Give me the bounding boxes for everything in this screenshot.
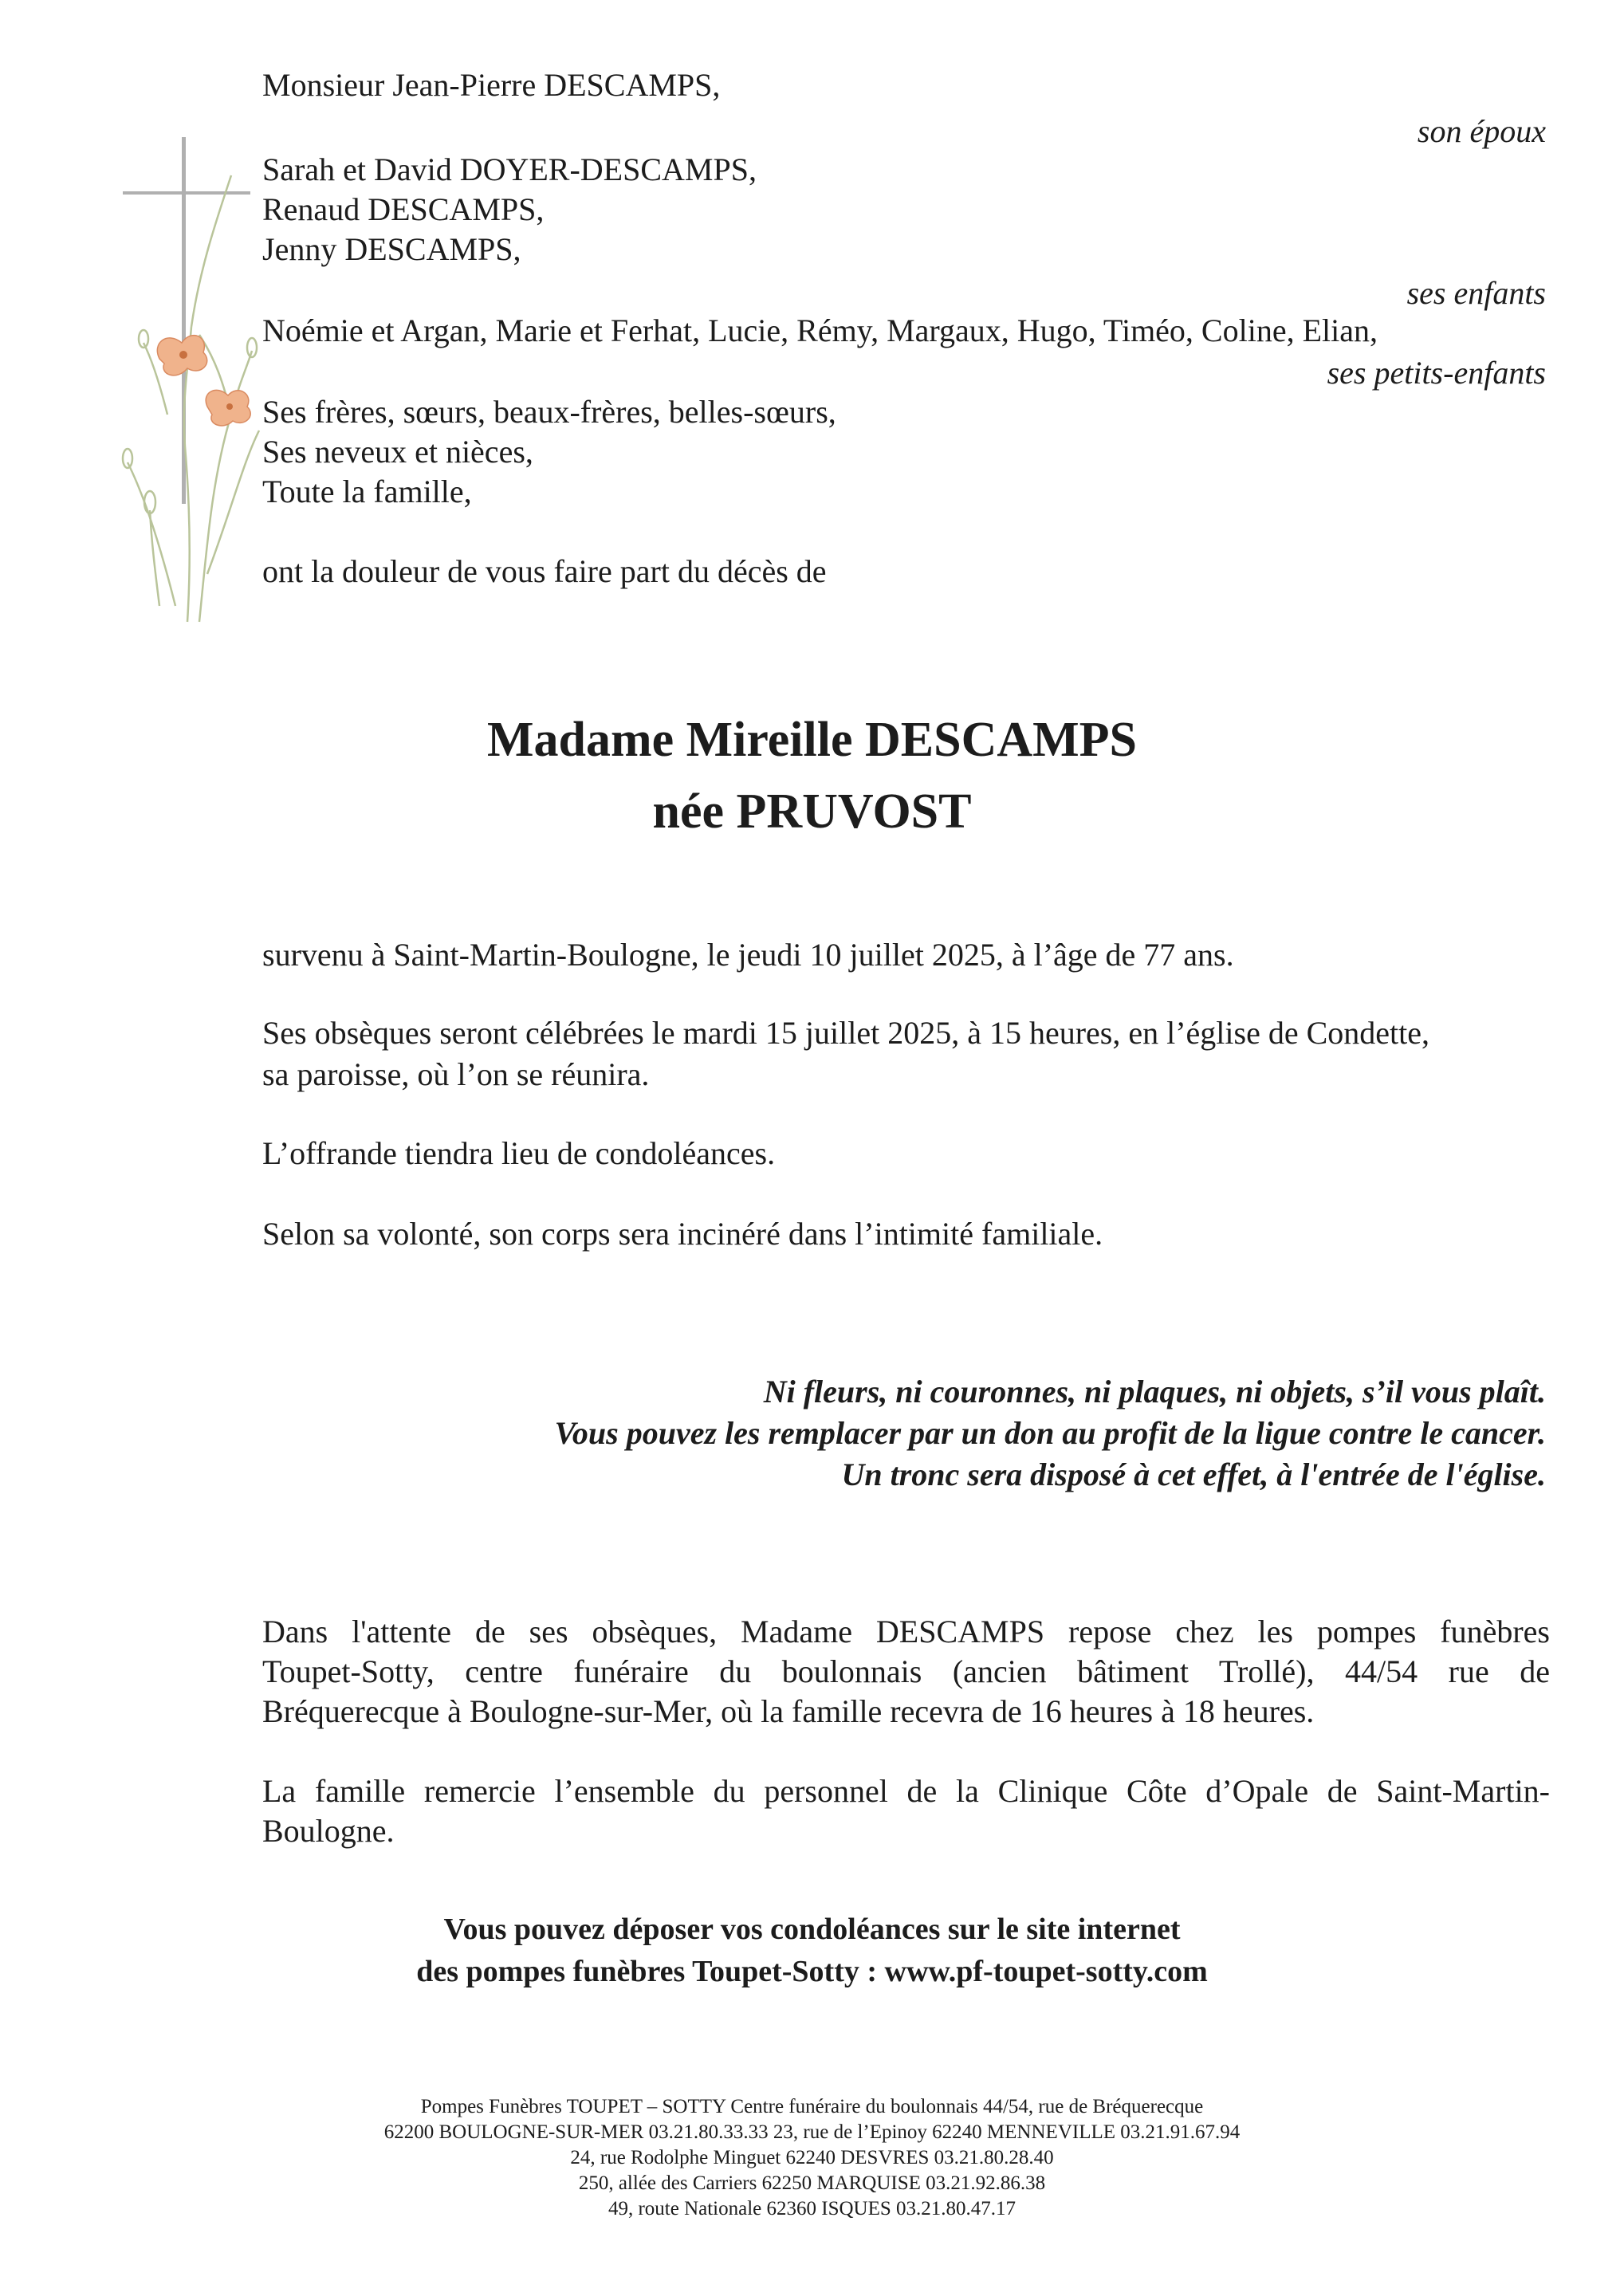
relatives-line: Ses neveux et nièces, — [262, 434, 533, 470]
death-details: survenu à Saint-Martin-Boulogne, le jeudi 10 juillet 2025, à l’âge de 77 ans. — [262, 937, 1234, 973]
cross-icon — [123, 137, 250, 504]
collection-box-notice: Un tronc sera disposé à cet effet, à l'entrée de l'église. — [841, 1457, 1546, 1492]
funeral-home-address: 24, rue Rodolphe Minguet 62240 DESVRES 03.21.80.28.40 — [570, 2147, 1054, 2168]
rest-location-paragraph — [262, 1612, 1550, 1732]
relatives-line: Ses frères, sœurs, beaux-frères, belles-sœurs, — [262, 394, 836, 430]
husband-role: son époux — [1417, 113, 1546, 149]
paragraph-line: La famille remercie l’ensemble du personnel de la Clinique Côte d’Opale de Saint-Martin- — [262, 1773, 1550, 1809]
offering-text: L’offrande tiendra lieu de condoléances. — [262, 1135, 776, 1171]
grandchildren-names: Noémie et Argan, Marie et Ferhat, Lucie, Rémy, Margaux, Hugo, Timéo, Coline, Elian, — [262, 313, 1378, 348]
deceased-name: Madame Mireille DESCAMPS — [486, 713, 1138, 767]
child-name: Sarah et David DOYER-DESCAMPS, — [262, 151, 757, 187]
condolences-website: des pompes funèbres Toupet-Sotty : www.pf-toupet-sotty.com — [416, 1955, 1208, 1988]
paragraph-line: Bréquerecque à Boulogne-sur-Mer, où la famille recevra de 16 heures à 18 heures. — [262, 1693, 1315, 1729]
funeral-details: Ses obsèques seront célébrées le mardi 15 juillet 2025, à 15 heures, en l’église de Condette, — [262, 1015, 1430, 1051]
announcement-text: ont la douleur de vous faire part du décès de — [262, 553, 827, 589]
thanks-paragraph — [262, 1771, 1550, 1851]
paragraph-line: Boulogne. — [262, 1813, 395, 1849]
funeral-home-address: 49, route Nationale 62360 ISQUES 03.21.80.47.17 — [608, 2198, 1016, 2219]
relatives-line: Toute la famille, — [262, 474, 472, 509]
paragraph-line: Dans l'attente de ses obsèques, Madame DESCAMPS repose chez les pompes funèbres — [262, 1614, 1550, 1649]
cross-and-flowers-illustration — [112, 128, 263, 638]
cremation-text: Selon sa volonté, son corps sera incinéré dans l’intimité familiale. — [262, 1216, 1103, 1252]
flower-blossoms-icon — [157, 336, 250, 426]
donation-request: Vous pouvez les remplacer par un don au profit de la ligue contre le cancer. — [554, 1415, 1546, 1451]
husband-name: Monsieur Jean-Pierre DESCAMPS, — [262, 67, 721, 103]
funeral-home-address: 62200 BOULOGNE-SUR-MER 03.21.80.33.33 23, rue de l’Epinoy 62240 MENNEVILLE 03.21.91.67.94 — [383, 2121, 1241, 2143]
funeral-home-address: 250, allée des Carriers 62250 MARQUISE 03.21.92.86.38 — [578, 2172, 1046, 2194]
child-name: Renaud DESCAMPS, — [262, 191, 545, 227]
funeral-home-address: Pompes Funèbres TOUPET – SOTTY Centre funéraire du boulonnais 44/54, rue de Bréquerecque — [420, 2096, 1204, 2117]
children-role: ses enfants — [1406, 275, 1546, 311]
funeral-details: sa paroisse, où l’on se réunira. — [262, 1056, 650, 1092]
deceased-maiden-name: née PRUVOST — [652, 784, 972, 839]
paragraph-line: Toupet-Sotty, centre funéraire du boulonnais (ancien bâtiment Trollé), 44/54 rue de — [262, 1653, 1550, 1689]
condolences-notice: Vous pouvez déposer vos condoléances sur le site internet — [443, 1913, 1181, 1946]
child-name: Jenny DESCAMPS, — [262, 231, 521, 267]
grandchildren-role: ses petits-enfants — [1327, 355, 1546, 391]
flowers-request: Ni fleurs, ni couronnes, ni plaques, ni objets, s’il vous plaît. — [763, 1374, 1546, 1409]
